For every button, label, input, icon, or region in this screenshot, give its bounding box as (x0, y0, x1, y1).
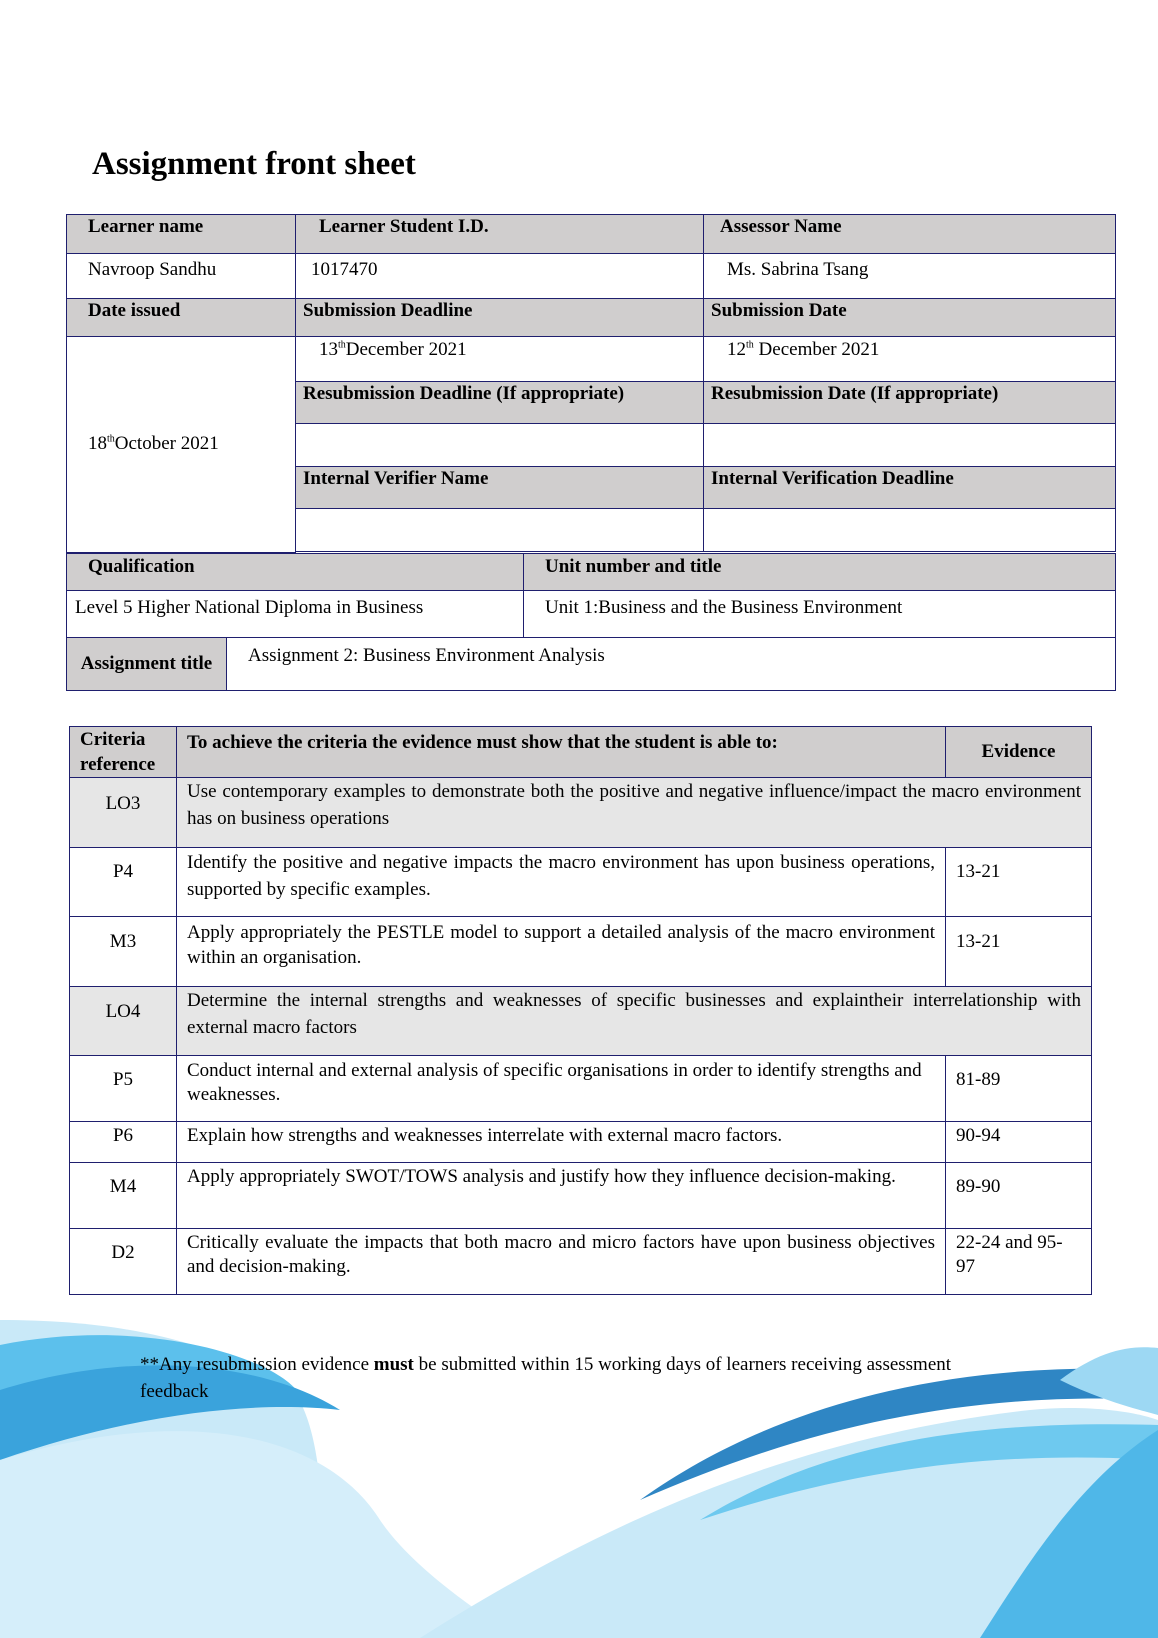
page-title: Assignment front sheet (92, 146, 416, 182)
criteria-desc: Apply appropriately SWOT/TOWS analysis and justify how they influence decision-making. (177, 1163, 946, 1229)
criteria-evidence: 89-90 (946, 1163, 1092, 1229)
criteria-desc: Conduct internal and external analysis of specific organisations in order to identify strengths and weaknesses. (177, 1056, 946, 1122)
criteria-ref: D2 (70, 1229, 177, 1295)
student-id-label: Learner Student I.D. (296, 215, 704, 254)
criteria-ref: P5 (70, 1056, 177, 1122)
internal-verification-deadline-value (704, 509, 1116, 552)
criteria-ref: M3 (70, 917, 177, 987)
resubmission-date-label: Resubmission Date (If appropriate) (704, 382, 1116, 424)
criteria-desc: Explain how strengths and weaknesses interrelate with external macro factors. (177, 1122, 946, 1163)
assessor-name-label: Assessor Name (704, 215, 1116, 254)
unit-value: Unit 1:Business and the Business Environment (524, 591, 1116, 638)
submission-date-label: Submission Date (704, 299, 1116, 337)
internal-verifier-value (296, 509, 704, 552)
criteria-desc: Critically evaluate the impacts that both macro and micro factors have upon business objectives and decision-making. (177, 1229, 946, 1295)
criteria-ref: P6 (70, 1122, 177, 1163)
resubmission-deadline-value (296, 424, 704, 467)
criteria-desc-header: To achieve the criteria the evidence must show that the student is able to: (177, 727, 946, 778)
internal-verification-deadline-label: Internal Verification Deadline (704, 467, 1116, 509)
evidence-header: Evidence (946, 727, 1092, 778)
criteria-desc: Determine the internal strengths and weaknesses of specific businesses and explaintheir interrelationship with external macro factors (177, 987, 1092, 1056)
date-issued-label: Date issued (67, 299, 296, 337)
qualification-value: Level 5 Higher National Diploma in Business (67, 591, 524, 638)
criteria-table (69, 726, 1092, 1295)
unit-label: Unit number and title (524, 554, 1116, 591)
qualification-label: Qualification (67, 554, 524, 591)
resubmission-footnote: **Any resubmission evidence must be submitted within 15 working days of learners receiving assessment feedback (140, 1354, 952, 1402)
criteria-evidence: 90-94 (946, 1122, 1092, 1163)
student-id-value: 1017470 (296, 254, 704, 299)
criteria-evidence: 13-21 (946, 917, 1092, 987)
criteria-desc: Apply appropriately the PESTLE model to support a detailed analysis of the macro environment within an organisation. (177, 917, 946, 987)
assignment-title-value: Assignment 2: Business Environment Analysis (227, 638, 1116, 691)
submission-date-value: 12th December 2021 (704, 337, 1116, 382)
assignment-title-label: Assignment title (67, 638, 227, 691)
assignment-info-table (66, 214, 1116, 553)
criteria-evidence: 13-21 (946, 848, 1092, 917)
assessor-name-value: Ms. Sabrina Tsang (704, 254, 1116, 299)
criteria-ref: LO4 (70, 987, 177, 1056)
criteria-desc: Identify the positive and negative impacts the macro environment has upon business operations, supported by specific examples. (177, 848, 946, 917)
learner-name-value: Navroop Sandhu (67, 254, 296, 299)
criteria-evidence: 22-24 and 95-97 (946, 1229, 1092, 1295)
submission-deadline-label: Submission Deadline (296, 299, 704, 337)
resubmission-date-value (704, 424, 1116, 467)
learner-name-label: Learner name (67, 215, 296, 254)
submission-deadline-value: 13thDecember 2021 (296, 337, 704, 382)
date-issued-value: 18thOctober 2021 (67, 337, 296, 553)
criteria-ref: M4 (70, 1163, 177, 1229)
criteria-ref: LO3 (70, 778, 177, 848)
resubmission-deadline-label: Resubmission Deadline (If appropriate) (296, 382, 704, 424)
criteria-evidence: 81-89 (946, 1056, 1092, 1122)
internal-verifier-label: Internal Verifier Name (296, 467, 704, 509)
criteria-ref: P4 (70, 848, 177, 917)
criteria-ref-header: Criteria reference (70, 727, 177, 778)
criteria-desc: Use contemporary examples to demonstrate both the positive and negative influence/impact the macro environment has on business operations (177, 778, 1092, 848)
qualification-table (66, 553, 1116, 691)
